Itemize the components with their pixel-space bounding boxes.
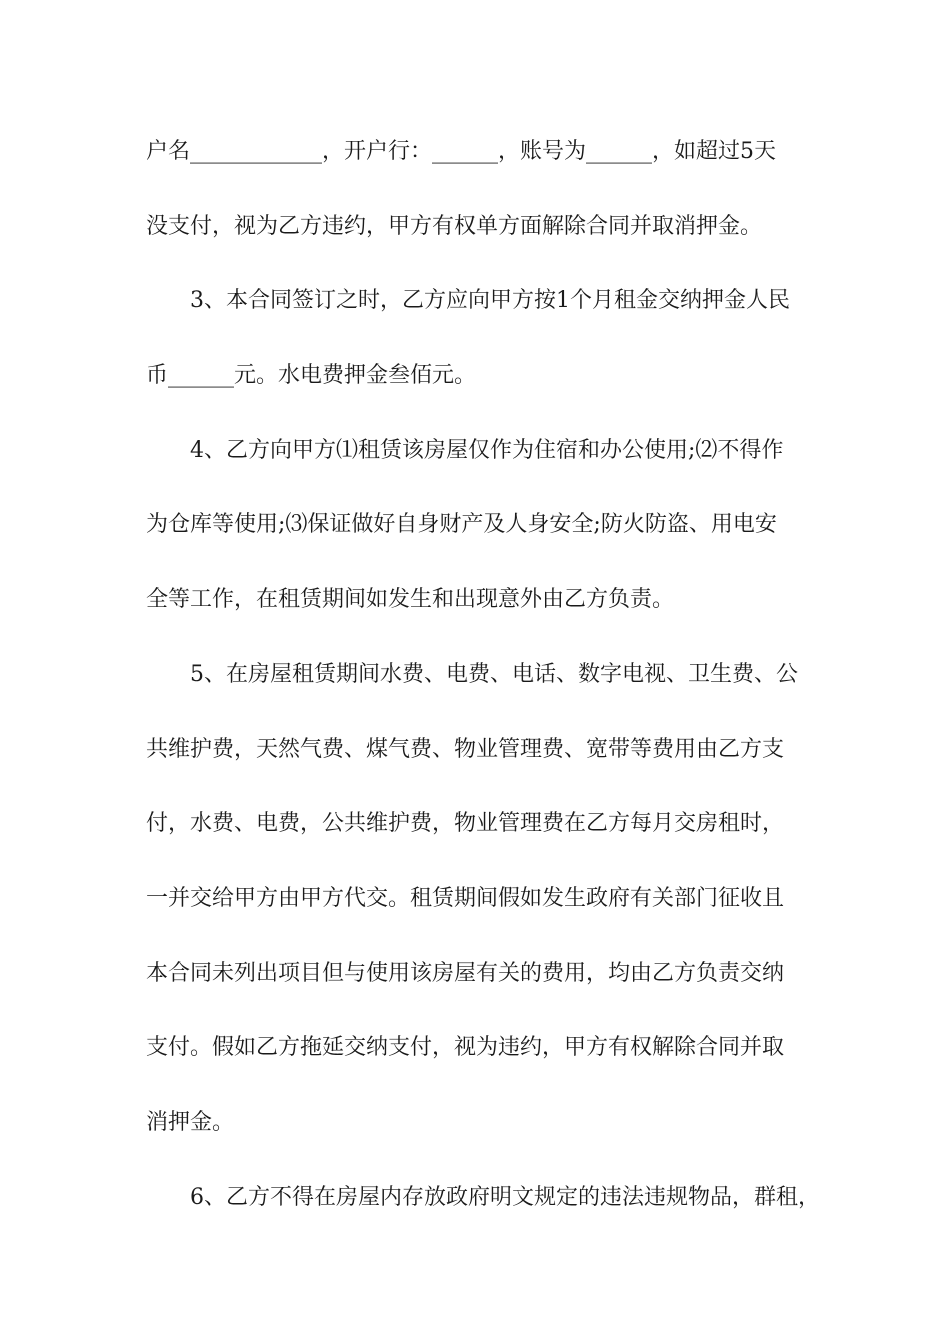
text-line: 共维护费，天然气费、煤气费、物业管理费、宽带等费用由乙方支 [146,736,785,762]
text-line: 付，水费、电费，公共维护费，物业管理费在乙方每月交房租时， [146,811,785,837]
text-line: 没支付，视为乙方违约，甲方有权单方面解除合同并取消押金。 [146,213,763,239]
text-line: 一并交给甲方由甲方代交。租赁期间假如发生政府有关部门征收且 [146,885,785,911]
text-line: 支付。假如乙方拖延交纳支付，视为违约，甲方有权解除合同并取 [146,1035,785,1061]
text-line: 本合同未列出项目但与使用该房屋有关的费用，均由乙方负责交纳 [146,960,785,986]
contract-text-body [146,128,836,1248]
clause-6-line: 6、乙方不得在房屋内存放政府明文规定的违法违规物品，群租， [190,1184,820,1210]
text-line: 币______元。水电费押金叁佰元。 [146,363,477,389]
text-line: 全等工作，在租赁期间如发生和出现意外由乙方负责。 [146,587,675,613]
text-line: 为仓库等使用;⑶保证做好自身财产及人身安全;防火防盗、用电安 [146,512,777,538]
text-line: 消押金。 [146,1109,235,1135]
clause-4-line: 4、乙方向甲方⑴租赁该房屋仅作为住宿和办公使用;⑵不得作 [190,437,784,463]
text-line: 户名____________，开户行：______，账号为______，如超过5天 [146,139,776,164]
clause-3-line: 3、本合同签订之时，乙方应向甲方按1个月租金交纳押金人民 [190,288,790,314]
clause-5-line: 5、在房屋租赁期间水费、电费、电话、数字电视、卫生费、公 [190,661,798,687]
